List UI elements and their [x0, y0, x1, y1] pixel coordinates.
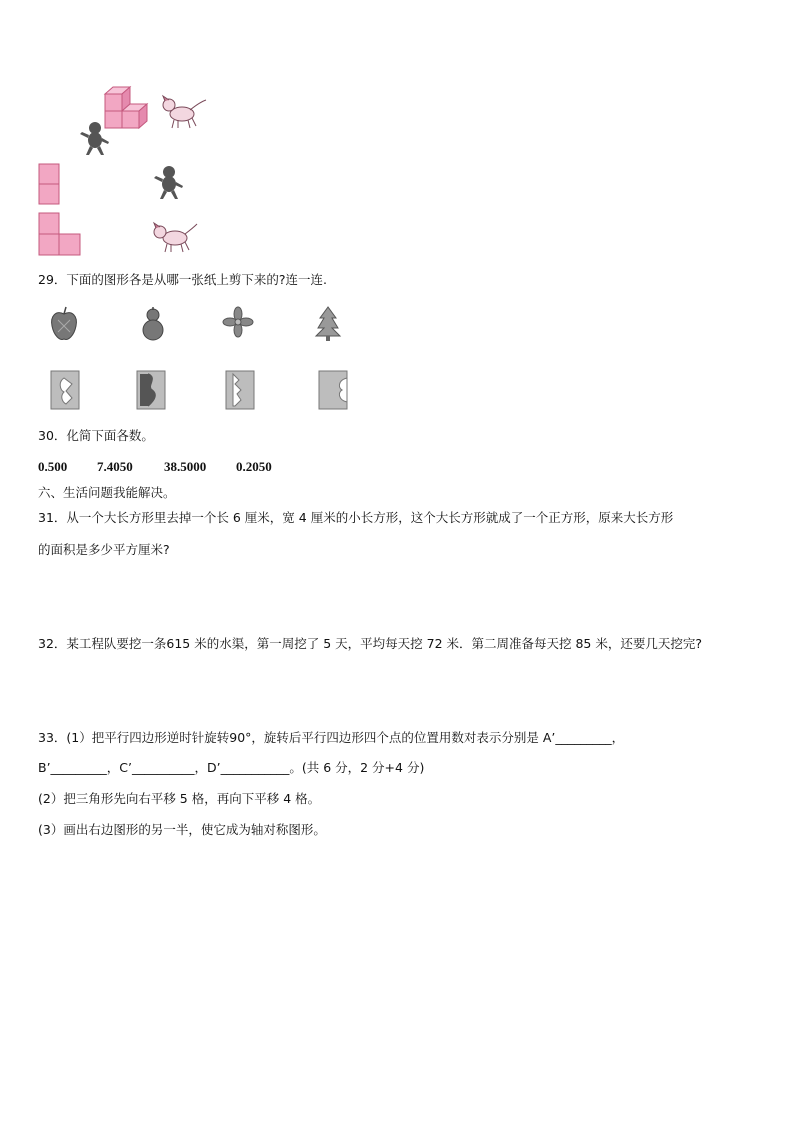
- cut-paper-1: [50, 370, 80, 410]
- section-6-heading: 六、生活问题我能解决。: [38, 485, 176, 500]
- dog-icon: [160, 96, 208, 130]
- l-shape-view: [38, 212, 84, 256]
- q30-number: 0.2050: [236, 459, 272, 474]
- q30-number: 0.500: [38, 459, 68, 474]
- question-31-line1: 31．从一个大长方形里去掉一个长 6 厘米，宽 4 厘米的小长方形，这个大长方形就成了一个正方形，原来大长方形: [38, 510, 674, 525]
- gourd-icon: [140, 306, 166, 342]
- question-33-line2: B’_________，C’__________，D’___________。(共 6 分，2 分+4 分): [38, 760, 425, 775]
- question-32: 32．某工程队要挖一条615 米的水渠，第一周挖了 5 天，平均每天挖 72 米．第二周准备每天挖 85 米，还要几天挖完?: [38, 636, 702, 651]
- two-square-column-view: [38, 163, 62, 205]
- cut-paper-2: [136, 370, 166, 410]
- question-33-line3: (2）把三角形先向右平移 5 格，再向下平移 4 格。: [38, 791, 321, 806]
- flower-icon: [222, 306, 254, 338]
- question-33-line1: 33．(1）把平行四边形逆时针旋转90°，旋转后平行四边形四个点的位置用数对表示分别是 A’_________，: [38, 730, 625, 745]
- apple-icon: [50, 306, 78, 342]
- question-30: 30．化简下面各数。: [38, 428, 154, 443]
- dog-icon: [150, 220, 200, 254]
- q30-number: 7.4050: [97, 459, 133, 474]
- cut-paper-3: [225, 370, 255, 410]
- cut-paper-4: [318, 370, 348, 410]
- q30-number: 38.5000: [164, 459, 207, 474]
- monkey-icon: [78, 120, 112, 156]
- monkey-icon: [152, 164, 186, 200]
- tree-icon: [315, 306, 341, 342]
- question-33-line4: (3）画出右边图形的另一半，使它成为轴对称图形。: [38, 822, 326, 837]
- question-29: 29．下面的图形各是从哪一张纸上剪下来的?连一连.: [38, 272, 328, 287]
- question-31-line2: 的面积是多少平方厘米?: [38, 542, 170, 557]
